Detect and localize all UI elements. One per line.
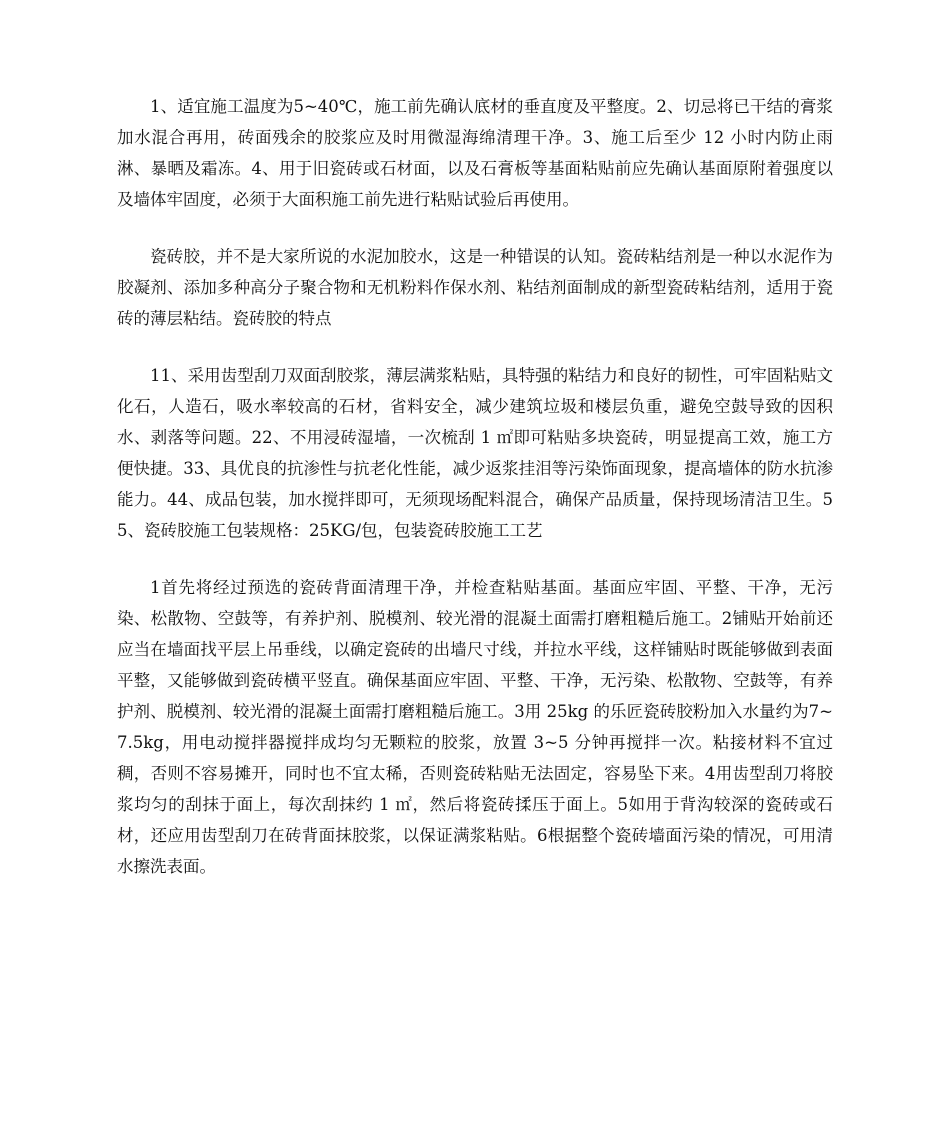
paragraph-application-process: 1首先将经过预选的瓷砖背面清理干净，并检查粘贴基面。基面应牢固、平整、干净，无污染、松散物、空鼓等，有养护剂、脱模剂、较光滑的混凝土面需打磨粗糙后施工。2铺贴开始前还应当在墙面找平层上吊垂线，以确定瓷砖的出墙尺寸线，并拉水平线，这样铺贴时既能够做到表面平整，又能够做到瓷砖横平竖直。确保基面应牢固、平整、干净，无污染、松散物、空鼓等，有养护剂、脱模剂、较光滑的混凝土面需打磨粗糙后施工。3用 25kg 的乐匠瓷砖胶粉加入水量约为7~7.5kg，用电动搅拌器搅拌成均匀无颗粒的胶浆，放置 3~5 分钟再搅拌一次。粘接材料不宜过稠，否则不容易摊开，同时也不宜太稀，否则瓷砖粘贴无法固定，容易坠下来。4用齿型刮刀将胶浆均匀的刮抹于面上，每次刮抹约 1 ㎡，然后将瓷砖揉压于面上。5如用于背沟较深的瓷砖或石材，还应用齿型刮刀在砖背面抹胶浆，以保证满浆粘贴。6根据整个瓷砖墙面污染的情况，可用清水擦洗表面。 bbox=[117, 578, 833, 876]
paragraph-tile-adhesive-features: 11、采用齿型刮刀双面刮胶浆，薄层满浆粘贴，具特强的粘结力和良好的韧性，可牢固粘贴文化石，人造石，吸水率较高的石材，省料安全，减少建筑垃圾和楼层负重，避免空鼓导致的因积水、剥落等问题。22、不用浸砖湿墙，一次梳刮 1 ㎡即可粘贴多块瓷砖，明显提高工效，施工方便快捷。33、具优良的抗渗性与抗老化性能，减少返浆挂泪等污染饰面现象，提高墙体的防水抗渗能力。44、成品包装，加水搅拌即可，无须现场配料混合，确保产品质量，保持现场清洁卫生。55、瓷砖胶施工包装规格：25KG/包，包装瓷砖胶施工工艺 bbox=[117, 366, 833, 540]
document-body bbox=[117, 91, 833, 908]
paragraph-construction-notes: 1、适宜施工温度为5~40℃，施工前先确认底材的垂直度及平整度。2、切忌将已干结的膏浆加水混合再用，砖面残余的胶浆应及时用微湿海绵清理干净。3、施工后至少 12 小时内防止雨淋、暴晒及霜冻。4、用于旧瓷砖或石材面，以及石膏板等基面粘贴前应先确认基面原附着强度以及墙体牢固度，必须于大面积施工前先进行粘贴试验后再使用。 bbox=[117, 97, 833, 209]
paragraph-tile-adhesive-definition: 瓷砖胶，并不是大家所说的水泥加胶水，这是一种错误的认知。瓷砖粘结剂是一种以水泥作为胶凝剂、添加多种高分子聚合物和无机粉料作保水剂、粘结剂面制成的新型瓷砖粘结剂，适用于瓷砖的薄层粘结。瓷砖胶的特点 bbox=[117, 247, 833, 328]
